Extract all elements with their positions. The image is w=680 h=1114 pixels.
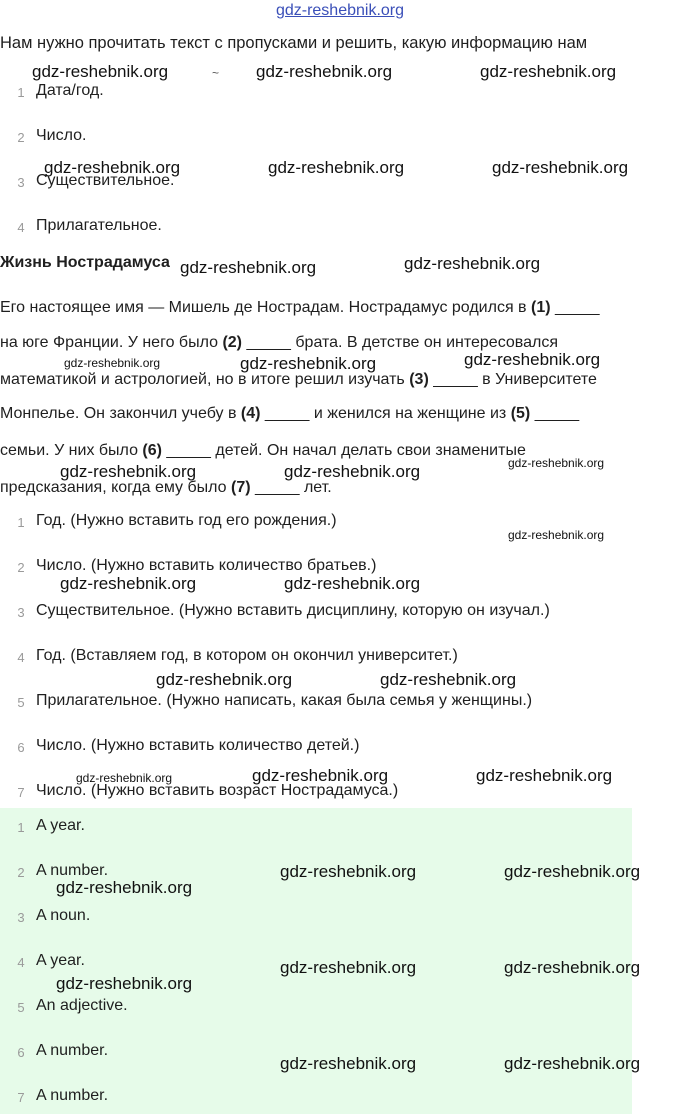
watermark: gdz-reshebnik.org: [280, 958, 417, 977]
watermark: gdz-reshebnik.org: [508, 456, 605, 470]
list-text: Число. (Нужно вставить количество братьев.): [36, 557, 377, 574]
para-text: на юге Франции. У него было: [0, 334, 223, 351]
intro-tilde: ~: [212, 66, 220, 80]
watermark: gdz-reshebnik.org: [60, 574, 197, 593]
para-text: _____ лет.: [250, 479, 332, 496]
watermark: gdz-reshebnik.org: [504, 862, 641, 881]
watermark: gdz-reshebnik.org: [252, 766, 389, 785]
watermark: gdz-reshebnik.org: [284, 574, 421, 593]
para-text: _____ в Университете: [428, 371, 597, 388]
list-number: 5: [17, 1000, 25, 1015]
para-text: семьи. У них было: [0, 442, 143, 459]
gap-number: (6): [142, 442, 162, 459]
watermark: gdz-reshebnik.org: [480, 62, 617, 81]
para-text: предсказания, когда ему было: [0, 479, 231, 496]
list-text: Существительное. (Нужно вставить дисциплину, которую он изучал.): [36, 602, 550, 619]
list-number: 6: [17, 740, 25, 755]
watermark: gdz-reshebnik.org: [504, 958, 641, 977]
list-number: 2: [17, 130, 25, 145]
list-number: 4: [17, 220, 25, 235]
para-text: _____ и женился на женщине из: [260, 405, 511, 422]
watermark: gdz-reshebnik.org: [504, 1054, 641, 1073]
list-text: Прилагательное.: [36, 217, 162, 234]
list-text: Число.: [36, 127, 87, 144]
list-number: 1: [17, 820, 25, 835]
list-number: 2: [17, 865, 25, 880]
watermark: gdz-reshebnik.org: [240, 354, 377, 373]
list-number: 4: [17, 955, 25, 970]
watermark: gdz-reshebnik.org: [56, 878, 193, 897]
list-number: 1: [17, 515, 25, 530]
list-number: 7: [17, 1090, 25, 1105]
watermark: gdz-reshebnik.org: [256, 62, 393, 81]
gap-number: (2): [222, 334, 242, 351]
list-text: An adjective.: [36, 997, 128, 1014]
gap-number: (1): [531, 299, 551, 316]
intro-text: Нам нужно прочитать текст с пропусками и решить, какую информацию нам: [0, 34, 588, 52]
list-number: 1: [17, 85, 25, 100]
list-text: A year.: [36, 952, 85, 969]
list-text: Прилагательное. (Нужно написать, какая была семья у женщины.): [36, 692, 533, 709]
watermark: gdz-reshebnik.org: [180, 258, 317, 277]
para-text: _____: [550, 299, 600, 316]
watermark: gdz-reshebnik.org: [156, 670, 293, 689]
list-text: Число. (Нужно вставить количество детей.): [36, 737, 360, 754]
list-number: 3: [17, 605, 25, 620]
paragraph-line-4: [0, 405, 579, 423]
list-text: A number.: [36, 862, 109, 879]
watermark: gdz-reshebnik.org: [508, 528, 605, 542]
gap-number: (3): [409, 371, 429, 388]
watermark: gdz-reshebnik.org: [64, 356, 161, 370]
list-number: 4: [17, 650, 25, 665]
para-text: _____: [530, 405, 580, 422]
watermark: gdz-reshebnik.org: [284, 462, 421, 481]
watermark: gdz-reshebnik.org: [268, 158, 405, 177]
list-text: Существительное.: [36, 172, 175, 189]
gap-number: (5): [510, 405, 531, 422]
watermark: gdz-reshebnik.org: [476, 766, 613, 785]
list-number: 3: [17, 910, 25, 925]
para-text: Монпелье. Он закончил учебу в: [0, 405, 241, 422]
watermark: gdz-reshebnik.org: [76, 771, 173, 785]
list-number: 6: [17, 1045, 25, 1060]
list-text: Год. (Нужно вставить год его рождения.): [36, 512, 337, 529]
watermark: gdz-reshebnik.org: [44, 158, 181, 177]
gap-number: (7): [231, 479, 251, 496]
section-heading: Жизнь Нострадамуса: [0, 254, 170, 271]
list-text: A noun.: [36, 907, 91, 924]
para-text: математикой и астрологией, но в итоге решил изучать: [0, 371, 410, 388]
list-text: Год. (Вставляем год, в котором он окончил университет.): [36, 647, 458, 664]
list-text: Число. (Нужно вставить возраст Нострадамуса.): [36, 782, 399, 799]
watermark: gdz-reshebnik.org: [32, 62, 169, 81]
list-text: A number.: [36, 1087, 109, 1104]
watermark: gdz-reshebnik.org: [380, 670, 517, 689]
paragraph-line-5: [0, 442, 526, 460]
para-text: Его настоящее имя — Мишель де Нострадам. Нострадамус родился в: [0, 299, 531, 316]
para-text: _____ брата. В детстве он интересовался: [242, 334, 558, 351]
gap-number: (4): [240, 405, 261, 422]
watermark: gdz-reshebnik.org: [404, 254, 541, 273]
list-number: 3: [17, 175, 25, 190]
watermark: gdz-reshebnik.org: [280, 1054, 417, 1073]
watermark: gdz-reshebnik.org: [464, 350, 601, 369]
list-text: A year.: [36, 817, 85, 834]
list-number: 7: [17, 785, 25, 800]
watermark: gdz-reshebnik.org: [280, 862, 417, 881]
list-number: 5: [17, 695, 25, 710]
watermark: gdz-reshebnik.org: [60, 462, 197, 481]
list-text: Дата/год.: [36, 82, 104, 99]
site-header-link[interactable]: gdz-reshebnik.org: [275, 2, 405, 19]
list-text: A number.: [36, 1042, 109, 1059]
paragraph-line-1: [0, 299, 600, 317]
para-text: _____ детей. Он начал делать свои знаменитые: [161, 442, 526, 459]
watermark: gdz-reshebnik.org: [56, 974, 193, 993]
watermark: gdz-reshebnik.org: [492, 158, 629, 177]
list-number: 2: [17, 560, 25, 575]
